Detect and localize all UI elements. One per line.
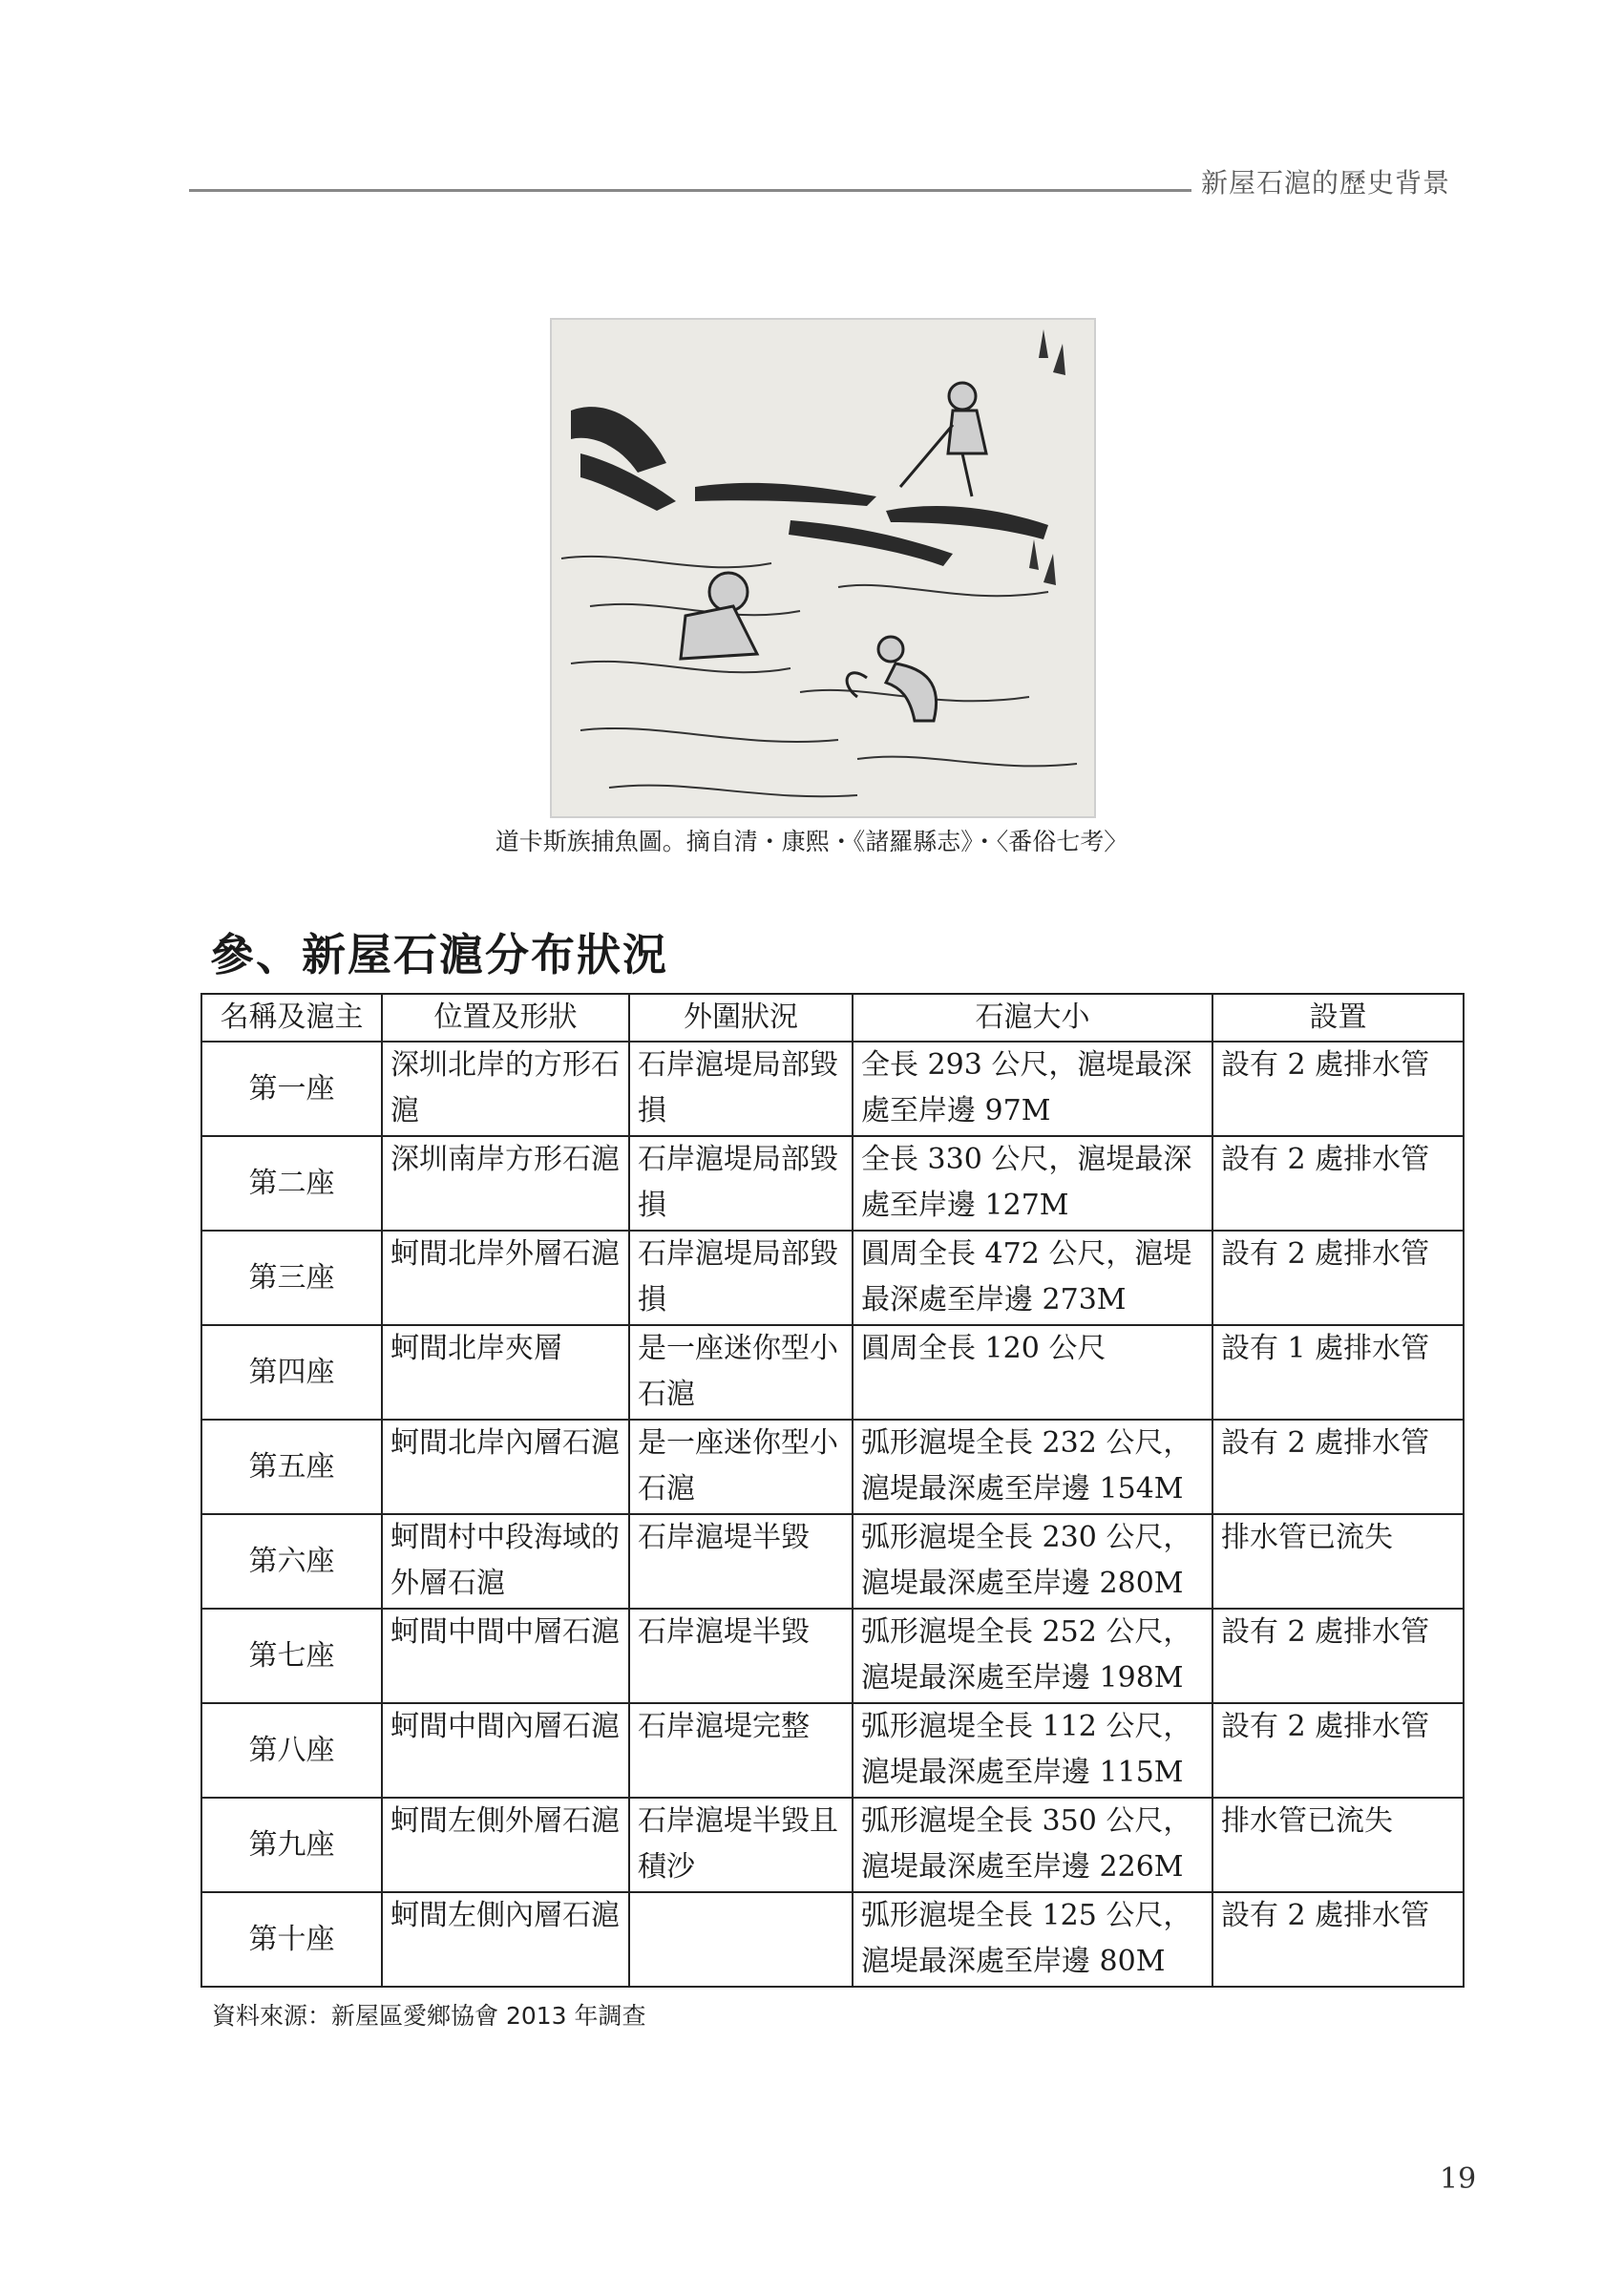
stone-weir-table	[200, 993, 1465, 1988]
cell-condition	[629, 1892, 853, 1987]
cell-installation: 設有 2 處排水管	[1212, 1703, 1464, 1798]
cell-condition: 是一座迷你型小石滬	[629, 1325, 853, 1420]
cell-name: 第九座	[201, 1798, 382, 1892]
cell-size: 全長 293 公尺，滬堤最深處至岸邊 97M	[853, 1042, 1212, 1136]
cell-location: 蚵間北岸外層石滬	[382, 1231, 629, 1325]
cell-condition: 石岸滬堤半毀	[629, 1609, 853, 1703]
cell-location: 蚵間北岸內層石滬	[382, 1420, 629, 1514]
cell-condition: 石岸滬堤局部毀損	[629, 1042, 853, 1136]
cell-size: 弧形滬堤全長 350 公尺，滬堤最深處至岸邊 226M	[853, 1798, 1212, 1892]
table-row	[201, 1420, 1464, 1514]
cell-location: 蚵間左側內層石滬	[382, 1892, 629, 1987]
cell-size: 弧形滬堤全長 125 公尺，滬堤最深處至岸邊 80M	[853, 1892, 1212, 1987]
cell-name: 第五座	[201, 1420, 382, 1514]
cell-name: 第十座	[201, 1892, 382, 1987]
fishing-scene-drawing	[552, 320, 1094, 816]
cell-size: 弧形滬堤全長 232 公尺，滬堤最深處至岸邊 154M	[853, 1420, 1212, 1514]
section-heading: 參、新屋石滬分布狀況	[210, 929, 668, 980]
cell-condition: 石岸滬堤半毀且積沙	[629, 1798, 853, 1892]
cell-location: 蚵間村中段海域的外層石滬	[382, 1514, 629, 1609]
cell-location: 蚵間左側外層石滬	[382, 1798, 629, 1892]
cell-condition: 石岸滬堤完整	[629, 1703, 853, 1798]
cell-size: 弧形滬堤全長 112 公尺，滬堤最深處至岸邊 115M	[853, 1703, 1212, 1798]
cell-condition: 石岸滬堤局部毀損	[629, 1231, 853, 1325]
cell-location: 深圳南岸方形石滬	[382, 1136, 629, 1231]
cell-installation: 設有 2 處排水管	[1212, 1420, 1464, 1514]
cell-name: 第二座	[201, 1136, 382, 1231]
data-source-note: 資料來源：新屋區愛鄉協會 2013 年調查	[212, 2002, 646, 2030]
cell-installation: 設有 2 處排水管	[1212, 1231, 1464, 1325]
cell-installation: 設有 2 處排水管	[1212, 1892, 1464, 1987]
header-rule	[189, 189, 1191, 192]
cell-condition: 石岸滬堤半毀	[629, 1514, 853, 1609]
cell-location: 蚵間中間中層石滬	[382, 1609, 629, 1703]
cell-size: 全長 330 公尺，滬堤最深處至岸邊 127M	[853, 1136, 1212, 1231]
header-installation: 設置	[1212, 994, 1464, 1042]
cell-condition: 石岸滬堤局部毀損	[629, 1136, 853, 1231]
cell-name: 第三座	[201, 1231, 382, 1325]
table-row	[201, 1892, 1464, 1987]
cell-name: 第四座	[201, 1325, 382, 1420]
fishing-illustration	[550, 318, 1096, 818]
running-title: 新屋石滬的歷史背景	[1201, 167, 1451, 199]
table-row	[201, 1325, 1464, 1420]
header-name-owner: 名稱及滬主	[201, 994, 382, 1042]
cell-size: 圓周全長 120 公尺	[853, 1325, 1212, 1420]
cell-location: 蚵間中間內層石滬	[382, 1703, 629, 1798]
cell-installation: 設有 2 處排水管	[1212, 1609, 1464, 1703]
cell-installation: 設有 2 處排水管	[1212, 1136, 1464, 1231]
header-outer-condition: 外圍狀況	[629, 994, 853, 1042]
cell-location: 蚵間北岸夾層	[382, 1325, 629, 1420]
table-row	[201, 1231, 1464, 1325]
cell-name: 第八座	[201, 1703, 382, 1798]
cell-condition: 是一座迷你型小石滬	[629, 1420, 853, 1514]
cell-name: 第七座	[201, 1609, 382, 1703]
table-row	[201, 1609, 1464, 1703]
table-row	[201, 1042, 1464, 1136]
cell-installation: 設有 2 處排水管	[1212, 1042, 1464, 1136]
cell-installation: 設有 1 處排水管	[1212, 1325, 1464, 1420]
cell-location: 深圳北岸的方形石滬	[382, 1042, 629, 1136]
table-row	[201, 1514, 1464, 1609]
cell-size: 弧形滬堤全長 252 公尺，滬堤最深處至岸邊 198M	[853, 1609, 1212, 1703]
cell-installation: 排水管已流失	[1212, 1514, 1464, 1609]
table-row	[201, 1798, 1464, 1892]
figure-caption: 道卡斯族捕魚圖。摘自清・康熙・《諸羅縣志》・〈番俗七考〉	[495, 828, 1128, 855]
page-number: 19	[1440, 2162, 1477, 2196]
cell-name: 第六座	[201, 1514, 382, 1609]
cell-name: 第一座	[201, 1042, 382, 1136]
table-header-row	[201, 994, 1464, 1042]
header-weir-size: 石滬大小	[853, 994, 1212, 1042]
table-row	[201, 1136, 1464, 1231]
cell-installation: 排水管已流失	[1212, 1798, 1464, 1892]
cell-size: 弧形滬堤全長 230 公尺，滬堤最深處至岸邊 280M	[853, 1514, 1212, 1609]
cell-size: 圓周全長 472 公尺，滬堤最深處至岸邊 273M	[853, 1231, 1212, 1325]
header-location-shape: 位置及形狀	[382, 994, 629, 1042]
table-row	[201, 1703, 1464, 1798]
